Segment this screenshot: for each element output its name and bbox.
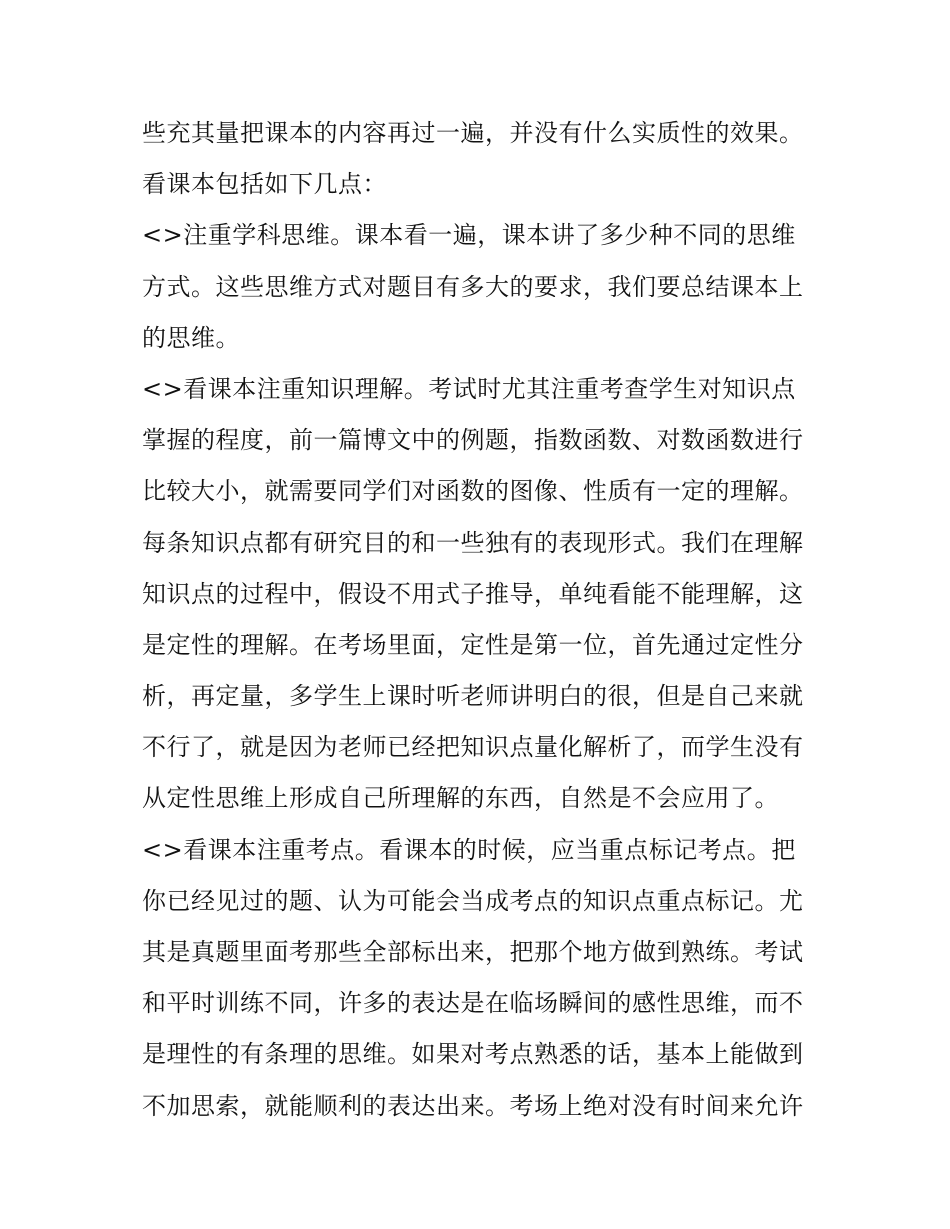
text-line: 的思维。	[142, 323, 240, 352]
text-line: <>注重学科思维。课本看一遍，课本讲了多少种不同的思维	[142, 221, 796, 250]
text-line: 知识点的过程中，假设不用式子推导，单纯看能不能理解，这	[142, 579, 804, 608]
text-line: 你已经见过的题、认为可能会当成考点的知识点重点标记。尤	[142, 886, 804, 915]
text-line: <>看课本注重考点。看课本的时候，应当重点标记考点。把	[142, 835, 796, 864]
text-line: 是定性的理解。在考场里面，定性是第一位，首先通过定性分	[142, 630, 804, 659]
text-line: 方式。这些思维方式对题目有多大的要求，我们要总结课本上	[142, 272, 804, 301]
text-line: 析，再定量，多学生上课时听老师讲明白的很，但是自己来就	[142, 682, 804, 711]
text-line: 每条知识点都有研究目的和一些独有的表现形式。我们在理解	[142, 528, 804, 557]
text-line: 看课本包括如下几点：	[142, 170, 387, 199]
body-text	[142, 108, 822, 1132]
text-line: 不加思索，就能顺利的表达出来。考场上绝对没有时间来允许	[142, 1091, 804, 1120]
text-line: 比较大小，就需要同学们对函数的图像、性质有一定的理解。	[142, 477, 804, 506]
text-line: 不行了，就是因为老师已经把知识点量化解析了，而学生没有	[142, 733, 804, 762]
text-line: 掌握的程度，前一篇博文中的例题，指数函数、对数函数进行	[142, 426, 804, 455]
text-line: 些充其量把课本的内容再过一遍，并没有什么实质性的效果。	[142, 119, 804, 147]
text-line: 其是真题里面考那些全部标出来，把那个地方做到熟练。考试	[142, 938, 804, 966]
text-line: 是理性的有条理的思维。如果对考点熟悉的话，基本上能做到	[142, 1040, 804, 1069]
text-line: <>看课本注重知识理解。考试时尤其注重考查学生对知识点	[142, 374, 796, 403]
text-line: 和平时训练不同，许多的表达是在临场瞬间的感性思维，而不	[142, 989, 804, 1018]
text-line: 从定性思维上形成自己所理解的东西，自然是不会应用了。	[142, 784, 779, 813]
